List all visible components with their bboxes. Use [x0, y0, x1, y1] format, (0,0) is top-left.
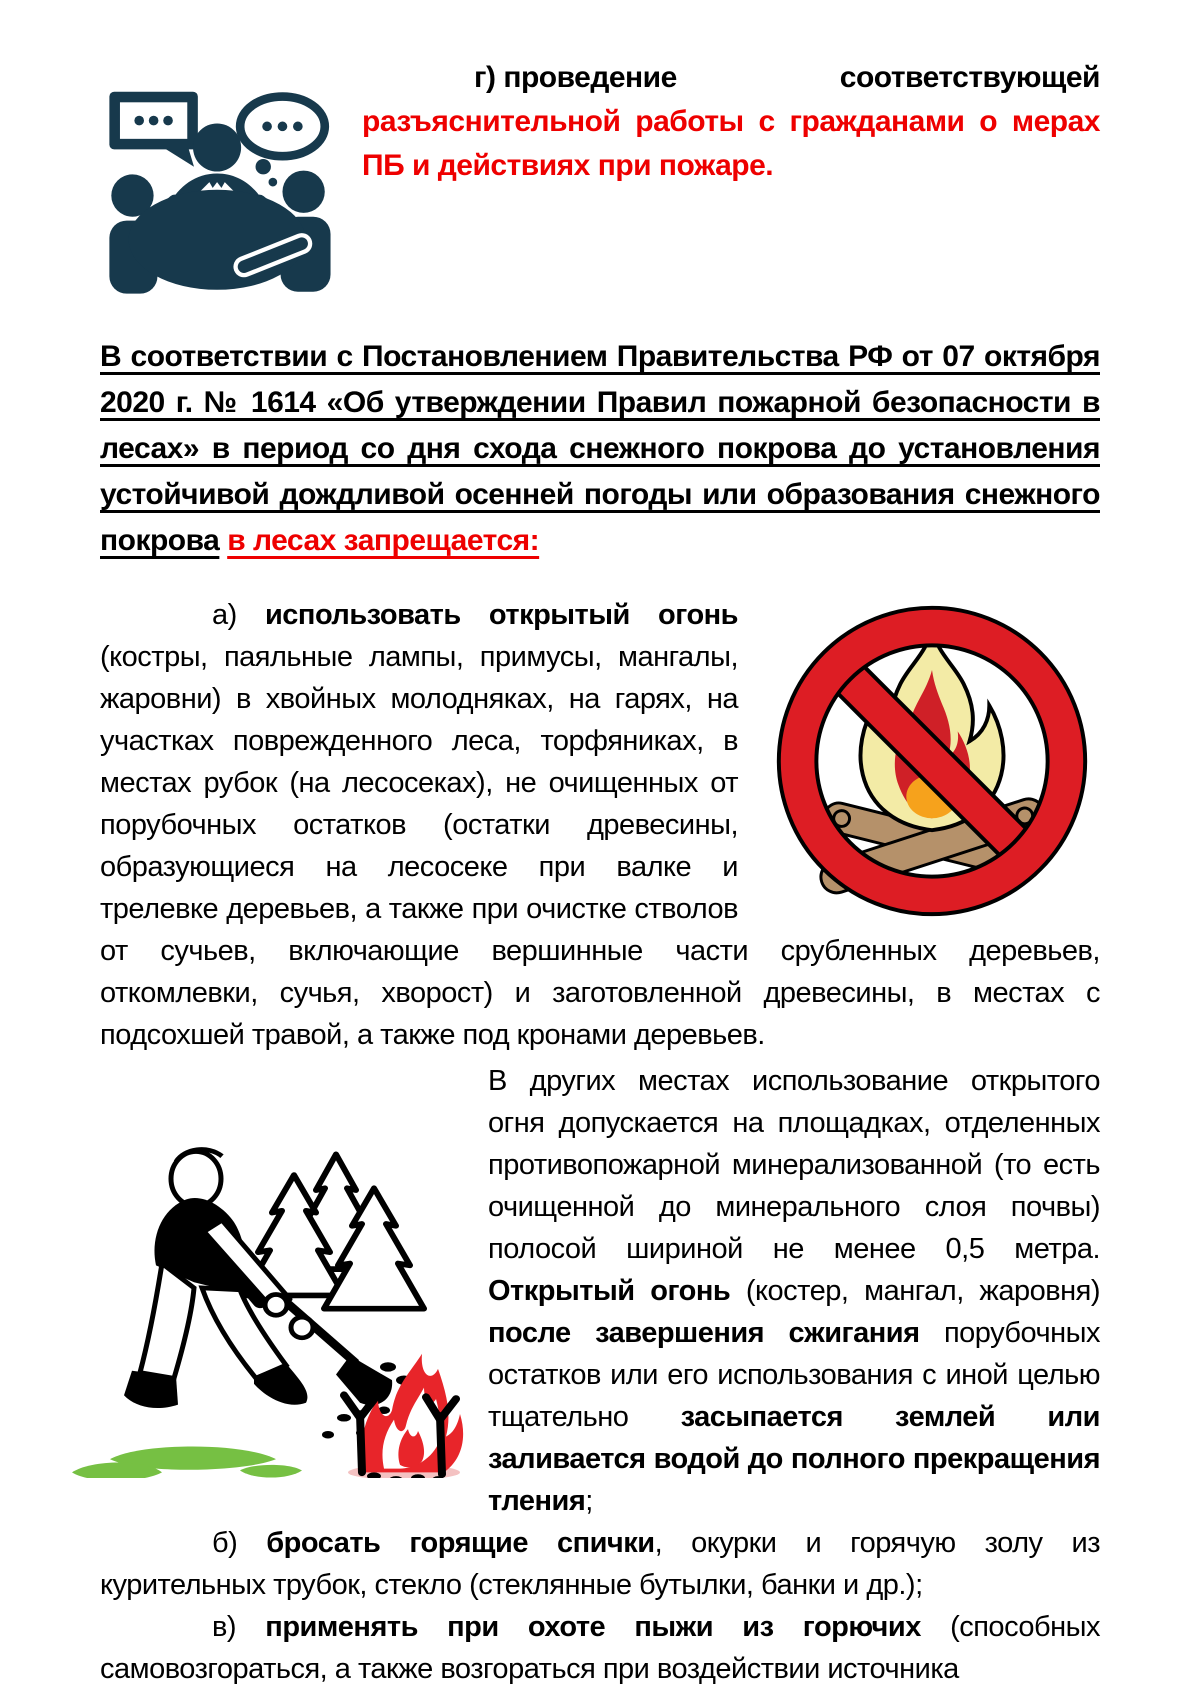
intro-line-1	[362, 56, 1100, 100]
item-v-rest: (способных самовозгораться, а также возгораться при воздействии источника	[100, 1611, 1100, 1685]
item-b-marker: б)	[212, 1527, 267, 1559]
para-other-s4: порубочных остатков или его использования с иной целью тщательно	[488, 1317, 1100, 1433]
decree-heading	[100, 334, 1100, 564]
para-other-bold-2: после завершения сжигания	[488, 1317, 920, 1349]
man-extinguishing-fire-illustration	[44, 1064, 464, 1478]
list-item-a	[100, 594, 1100, 1056]
item-a-marker: а)	[212, 599, 265, 631]
intro-red-text: разъяснительной работы с гражданами о мерах ПБ и действиях при пожаре.	[362, 105, 1100, 182]
item-b-bold: бросать горящие спички	[266, 1527, 655, 1559]
para-other-s6: ;	[585, 1485, 593, 1517]
list-item-b	[100, 1522, 1100, 1606]
item-a-rest: (костры, паяльные лампы, примусы, мангалы, жаровни) в хвойных молодняках, на гарях, на участках поврежденного леса, торфяниках, в местах рубок (на лесосеках), не очищенных от порубочных остатков (остатки древесины, образующиеся на лесосеке при валке и трелевке деревьев, а также при очистке стволов от сучьев, включающие вершинные части срубленных деревьев, откомлевки, сучья, хворост) и заготовленной древесины, в местах с подсохшей травой, а также под кронами деревьев.	[100, 641, 1100, 1051]
no-campfire-sign	[764, 600, 1100, 918]
para-other-s0: В других местах использование открытого огня допускается на площадках, отделенных противопожарной минерализованной (то есть очищенной до минерального слоя почвы) полосой шириной не менее 0,5 метра.	[488, 1065, 1100, 1265]
list-item-v	[100, 1606, 1100, 1690]
decree-red-part: в лесах запрещается:	[227, 524, 540, 557]
intro-section	[100, 56, 1100, 308]
para-other-bold-3: засыпается землей или заливается водой до полного прекращения тления	[488, 1401, 1100, 1517]
decree-black-part: В соответствии с Постановлением Правительства РФ от 07 октября 2020 г. № 1614 «Об утверждении Правил пожарной безопасности в лесах» в период со дня схода снежного покрова до установления устойчивой дождливой осенней погоды или образования снежного покрова	[100, 340, 1100, 557]
meeting-discussion-icon	[94, 70, 344, 300]
item-a-bold: использовать открытый огонь	[264, 599, 739, 631]
para-other-s2: (костер, мангал, жаровня)	[730, 1275, 1101, 1307]
paragraph-other-places	[100, 1060, 1100, 1522]
para-other-bold-1: Открытый огонь	[488, 1275, 731, 1307]
intro-marker: г) проведение	[474, 61, 677, 94]
item-b-rest: , окурки и горячую золу из курительных трубок, стекло (стеклянные бутылки, банки и др.);	[100, 1527, 1100, 1601]
intro-word-right: соответствующей	[839, 61, 1100, 94]
item-v-bold: применять при охоте пыжи из горючих	[265, 1611, 921, 1643]
item-v-marker: в)	[212, 1611, 266, 1643]
